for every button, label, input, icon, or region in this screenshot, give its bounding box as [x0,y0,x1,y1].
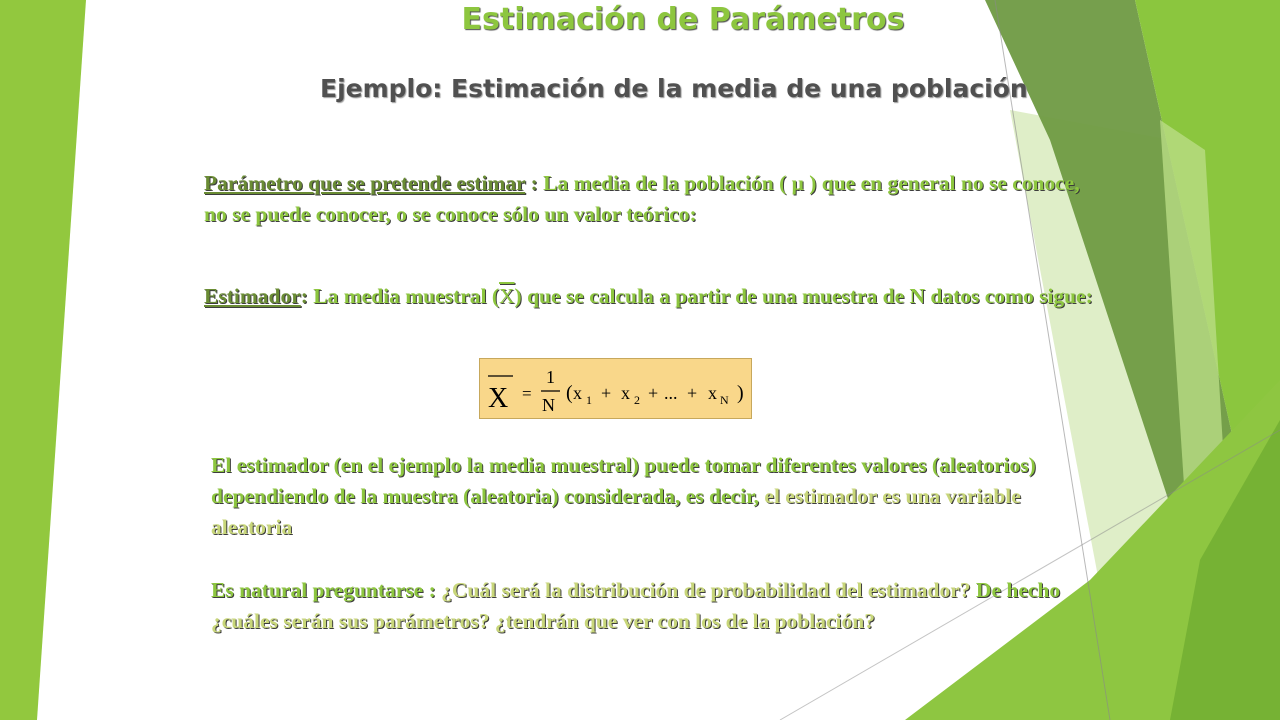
formula-sub2: 2 [634,393,640,407]
formula-plus1: + [601,383,612,403]
estimador-label: Estimador [204,284,301,308]
estimador-sep: : [300,284,314,308]
slide-title: Estimación de Parámetros [461,2,905,37]
formula-x2: x [621,383,630,403]
slide-subtitle: Ejemplo: Estimación de la media de una población [320,74,1028,103]
pregunta-q1: ¿Cuál será la distribución de probabilidad del estimador? [441,578,971,602]
left-green-strip [0,0,86,720]
estimador-text-b: ) que se calcula a partir de una muestra de N datos como sigue: [514,284,1093,308]
pregunta-paragraph [211,575,1111,637]
formula-equals: = [522,384,532,403]
variable-aleatoria-paragraph [211,450,1061,543]
variable-text-b: el estimador es una variable aleatoria [211,484,1021,539]
pregunta-mid: De hecho [970,578,1061,602]
formula-lhs: X [488,383,509,414]
pregunta-lead: Es natural preguntarse : [211,578,442,602]
parametro-paragraph [204,168,1084,230]
sample-mean-formula [479,358,752,419]
pregunta-q2: ¿cuáles serán sus parámetros? [211,609,490,633]
formula-plus3: + [687,383,698,403]
formula-x1: x [573,383,582,403]
parametro-label: Parámetro que se pretende estimar [204,171,526,195]
formula-xn: x [708,383,717,403]
estimador-text-a: La media muestral ( [313,284,500,308]
formula-open-paren: ( [566,382,573,404]
pregunta-q3: ¿tendrán que ver con los de la población? [489,609,875,633]
mu-symbol: μ [791,171,804,195]
parametro-text-a: La media de la población ( [543,171,787,195]
formula-plus2: + [648,383,659,403]
formula-numerator: 1 [546,367,555,387]
formula-subn: N [720,393,729,407]
formula-denominator: N [542,395,555,415]
formula-ellipsis: ... [664,383,678,403]
parametro-text-b: ) que en general no se conoce, no se puede conocer, o se conoce sólo un valor teórico: [204,171,1080,226]
xbar-symbol: $\overline{X}$ [499,284,515,308]
estimador-paragraph [204,281,1104,312]
formula-sub1: 1 [586,393,592,407]
variable-text-a: El estimador (en el ejemplo la media muestral) puede tomar diferentes valores (aleatorios) dependiendo de la muestra (aleatoria) considerada, es decir, [211,453,1036,508]
parametro-sep: : [525,171,544,195]
formula-close-paren: ) [737,382,744,404]
